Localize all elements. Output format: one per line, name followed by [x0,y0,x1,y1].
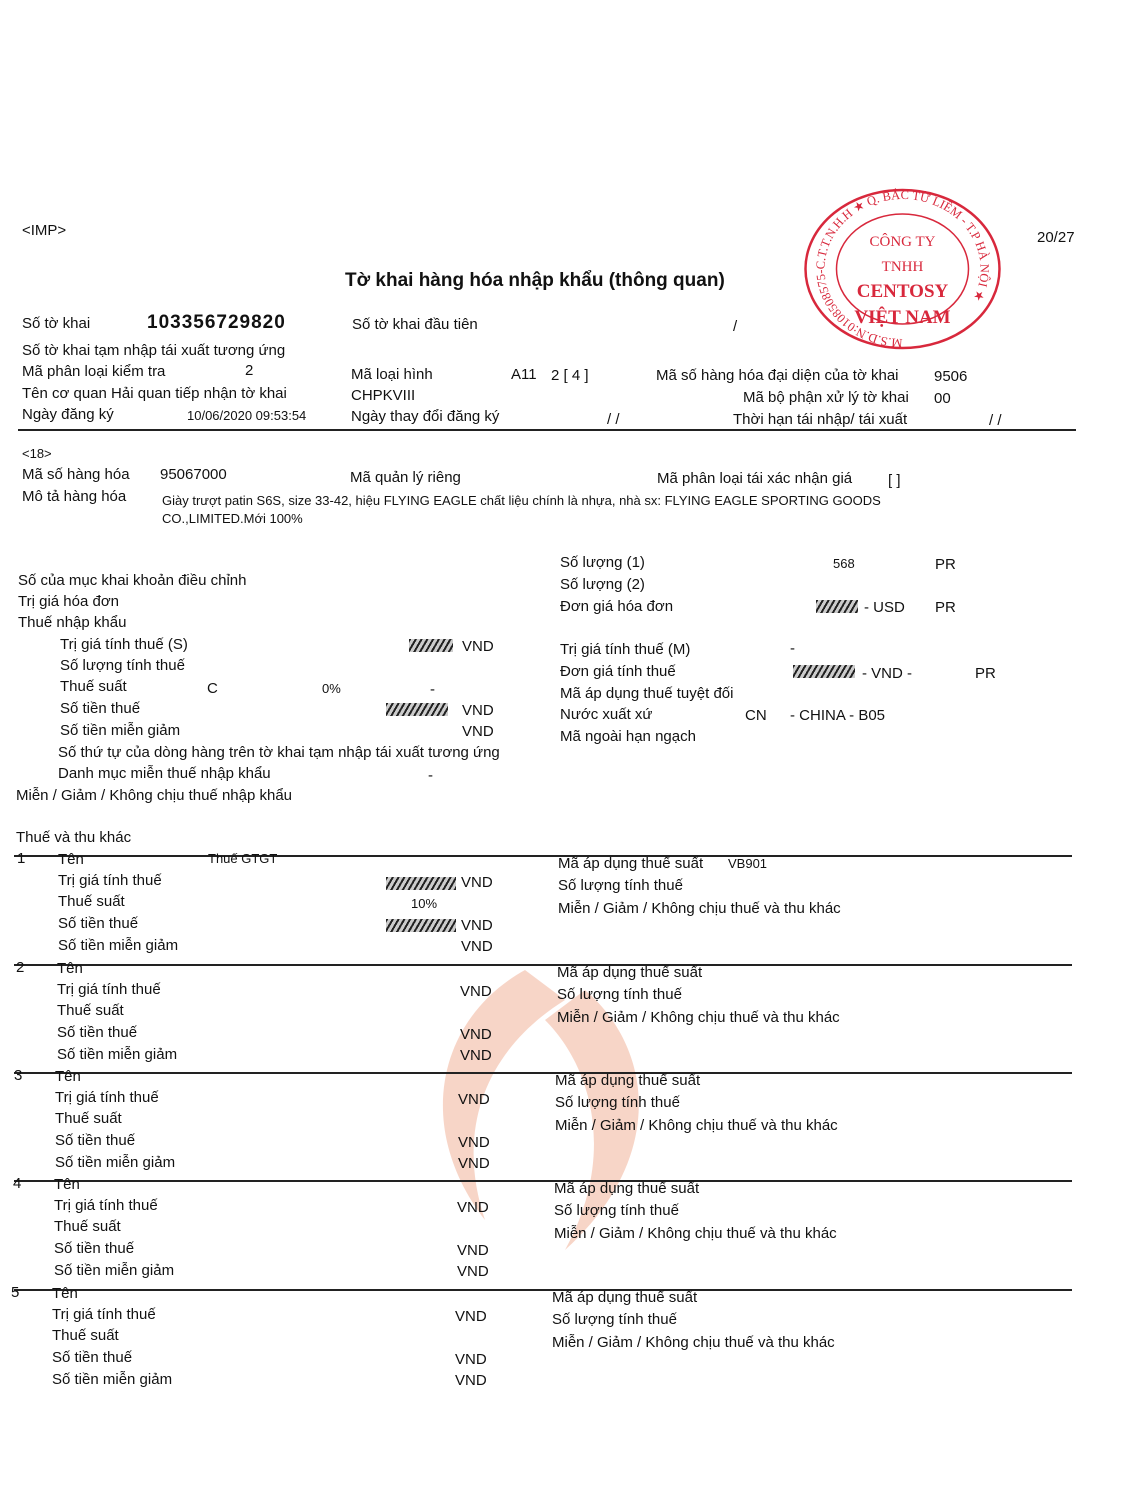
tri-gia-unit: VND [458,1091,490,1108]
row-number: 2 [16,959,25,976]
row-number: 1 [17,850,26,867]
mien-giam-unit: VND [461,938,493,955]
redacted-value [386,919,456,932]
tai-xac-label: Mã phân loại tái xác nhận giá [657,470,853,487]
mien-giam-unit: VND [458,1155,490,1172]
dai-dien-value: 9506 [934,368,968,385]
stamp-line-3: CENTOSY [856,281,949,302]
row-number: 3 [14,1067,23,1084]
tgtt-s-label: Trị giá tính thuế (S) [60,636,188,653]
mien-giam-label: Số tiền miễn giảm [55,1154,176,1171]
mien-label: Miễn / Giảm / Không chịu thuế và thu khác [552,1334,835,1351]
tri-gia-label: Trị giá tính thuế [52,1306,156,1323]
ma-ap-dung-label: Mã áp dụng thuế suất [558,855,704,872]
thue-suat-code: C [207,680,218,697]
danh-muc-dash: - [428,767,433,784]
stamp-ring-text: M.S.D.N:0108508575-C.T.T.N.H.H ★ Q. BẮC TỪ LIÊM - T.P HÀ NỘI ★ [813,187,992,351]
ma-ap-dung-label: Mã áp dụng thuế suất [557,964,703,981]
thue-suat-dash: - [430,681,435,698]
tri-gia-unit: VND [455,1308,487,1325]
mien-label: Miễn / Giảm / Không chịu thuế và thu khác [554,1225,837,1242]
so-luong-label: Số lượng tính thuế [555,1094,680,1111]
tgtt-m-label: Trị giá tính thuế (M) [560,641,691,658]
so-luong-label: Số lượng tính thuế [558,877,683,894]
row-divider [14,855,1072,857]
so-tien-label: Số tiền thuế [58,915,139,932]
mien-giam-unit: VND [457,1263,489,1280]
don-gia-tt-unit: PR [975,665,996,682]
so-to-khai-label: Số tờ khai [22,315,91,332]
so-tien-thue-unit: VND [462,702,494,719]
so-luong-label: Số lượng tính thuế [554,1202,679,1219]
tri-gia-unit: VND [461,874,493,891]
dieu-chinh-label: Số của mục khai khoản điều chỉnh [18,572,247,589]
mien-giam-label: Số tiền miễn giảm [58,937,179,954]
redacted-value [816,600,858,613]
divider [18,429,1076,431]
don-gia-unit: PR [935,599,956,616]
so-tien-unit: VND [458,1134,490,1151]
mien-label: Miễn / Giảm / Không chịu thuế và thu khác [558,900,841,917]
mo-ta-line-1: Giày trượt patin S6S, size 33-42, hiệu FLYING EAGLE chất liệu chính là nhựa, nhà sx: FLYING EAGLE SPORTING GOODS [162,493,881,508]
don-gia-tt-label: Đơn giá tính thuế [560,663,676,680]
thue-nk-label: Thuế nhập khẩu [18,614,127,631]
sltt-label: Số lượng tính thuế [60,657,185,674]
mo-ta-label: Mô tả hàng hóa [22,488,127,505]
item-no: <18> [22,446,52,461]
mo-ta-line-2: CO.,LIMITED.Mới 100% [162,511,303,526]
row-number: 4 [13,1175,22,1192]
so-tien-label: Số tiền thuế [52,1349,133,1366]
ma-ap-dung-label: Mã áp dụng thuế suất [554,1180,700,1197]
thue-khac-section-title: Thuế và thu khác [16,829,132,846]
tam-nhap-label: Số tờ khai tạm nhập tái xuất tương ứng [22,342,286,359]
so-luong-label: Số lượng tính thuế [557,986,682,1003]
so-tien-unit: VND [460,1026,492,1043]
row-number: 5 [11,1284,20,1301]
dai-dien-label: Mã số hàng hóa đại diện của tờ khai [656,367,899,384]
thue-suat-label: Thuế suất [57,1002,124,1019]
stamp-line-1: CÔNG TY [869,234,936,250]
tri-gia-unit: VND [457,1199,489,1216]
mien-giam-label: Số tiền miễn giảm [54,1262,175,1279]
page-number: 20/27 [1037,229,1075,246]
thue-suat-value: 0% [322,681,341,696]
so-luong-2-label: Số lượng (2) [560,576,645,593]
loai-hinh-value: A11 [511,366,537,383]
ngay-dk-value: 10/06/2020 09:53:54 [187,408,307,423]
ten-label: Tên [54,1176,80,1193]
thue-suat-label: Thuế suất [55,1110,122,1127]
ten-label: Tên [55,1068,81,1085]
thoi-han-value: / / [989,412,1002,429]
so-luong-1-label: Số lượng (1) [560,554,645,571]
xuat-xu-name: - CHINA - B05 [790,707,886,724]
so-tien-thue-label: Số tiền thuế [60,700,141,717]
row-divider [14,1180,1072,1182]
loai-hinh-label: Mã loại hình [351,366,433,383]
so-luong-label: Số lượng tính thuế [552,1311,677,1328]
thoi-han-label: Thời hạn tái nhập/ tái xuất [733,411,908,428]
ten-label: Tên [58,851,84,868]
page-title: Tờ khai hàng hóa nhập khẩu (thông quan) [345,270,725,291]
mien-label: Miễn / Giảm / Không chịu thuế và thu khác [555,1117,838,1134]
hs-value: 95067000 [160,466,227,483]
loai-hinh-value-2: 2 [ 4 ] [551,367,589,384]
tuyet-doi-label: Mã áp dụng thuế tuyệt đối [560,685,734,702]
tri-gia-hd-label: Trị giá hóa đơn [18,593,120,610]
so-tien-unit: VND [455,1351,487,1368]
xuat-xu-code: CN [745,707,767,724]
thay-doi-label: Ngày thay đổi đăng ký [351,408,500,425]
kiem-tra-label: Mã phân loại kiểm tra [22,363,166,380]
ma-ap-dung-label: Mã áp dụng thuế suất [555,1072,701,1089]
ngay-dk-label: Ngày đăng ký [22,406,114,423]
tgtt-m-dash: - [790,640,795,657]
ten-label: Tên [57,960,83,977]
tri-gia-label: Trị giá tính thuế [55,1089,159,1106]
redacted-value [409,639,453,652]
stamp-line-4: VIỆT NAM [854,307,951,328]
so-tien-unit: VND [461,917,493,934]
tri-gia-label: Trị giá tính thuế [57,981,161,998]
so-luong-1-value: 568 [833,556,855,571]
xuat-xu-label: Nước xuất xứ [560,706,653,723]
thue-suat-label: Thuế suất [60,678,127,695]
mien-giam-label: Số tiền miễn giảm [52,1371,173,1388]
mien-giam-unit: VND [460,1047,492,1064]
thay-doi-value: / / [607,411,620,428]
so-to-khai-value: 103356729820 [147,312,286,333]
tri-gia-label: Trị giá tính thuế [54,1197,158,1214]
thue-suat-label: Thuế suất [58,893,125,910]
quan-ly-label: Mã quản lý riêng [350,469,461,486]
ma-ap-dung-value: VB901 [728,856,768,871]
ten-label: Tên [52,1285,78,1302]
co-quan-value: CHPKVIII [351,387,416,404]
danh-muc-label: Danh mục miễn thuế nhập khẩu [58,765,271,782]
don-gia-currency: - USD [864,599,905,616]
doc-code: <IMP> [22,222,67,239]
mien-giam-unit: VND [455,1372,487,1389]
so-tien-label: Số tiền thuế [55,1132,136,1149]
bo-phan-value: 00 [934,390,951,407]
thue-suat-label: Thuế suất [52,1327,119,1344]
kiem-tra-value: 2 [245,362,254,379]
redacted-value [386,703,448,716]
row-divider [14,1072,1072,1074]
ten-value: Thuế GTGT [208,851,278,866]
so-tien-label: Số tiền thuế [57,1024,138,1041]
so-tien-label: Số tiền thuế [54,1240,135,1257]
thue-suat-label: Thuế suất [54,1218,121,1235]
redacted-value [793,665,855,678]
tri-gia-label: Trị giá tính thuế [58,872,162,889]
bo-phan-label: Mã bộ phận xử lý tờ khai [743,389,909,406]
stt-dong-label: Số thứ tự của dòng hàng trên tờ khai tạm nhập tái xuất tương ứng [58,744,500,761]
so-luong-1-unit: PR [935,556,956,573]
row-divider [14,1289,1072,1291]
co-quan-label: Tên cơ quan Hải quan tiếp nhận tờ khai [22,385,287,402]
hs-label: Mã số hàng hóa [22,466,130,483]
don-gia-label: Đơn giá hóa đơn [560,598,674,615]
ma-ap-dung-label: Mã áp dụng thuế suất [552,1289,698,1306]
so-tien-unit: VND [457,1242,489,1259]
mien-nk-label: Miễn / Giảm / Không chịu thuế nhập khẩu [16,787,293,804]
tri-gia-unit: VND [460,983,492,1000]
tgtt-s-unit: VND [462,638,494,655]
tai-xac-value: [ ] [888,472,901,489]
mien-label: Miễn / Giảm / Không chịu thuế và thu khác [557,1009,840,1026]
dau-tien-value: / [733,318,738,335]
mien-giam-label: Số tiền miễn giảm [57,1046,178,1063]
ngoai-han-label: Mã ngoài hạn ngạch [560,728,696,745]
row-divider [14,964,1072,966]
mien-giam-unit: VND [462,723,494,740]
stamp-line-2: TNHH [881,259,924,275]
dau-tien-label: Số tờ khai đầu tiên [352,316,478,333]
thue-suat-value: 10% [411,896,438,911]
don-gia-tt-currency: - VND - [862,665,912,682]
mien-giam-label: Số tiền miễn giảm [60,722,181,739]
company-stamp [800,183,1005,351]
redacted-value [386,877,456,890]
